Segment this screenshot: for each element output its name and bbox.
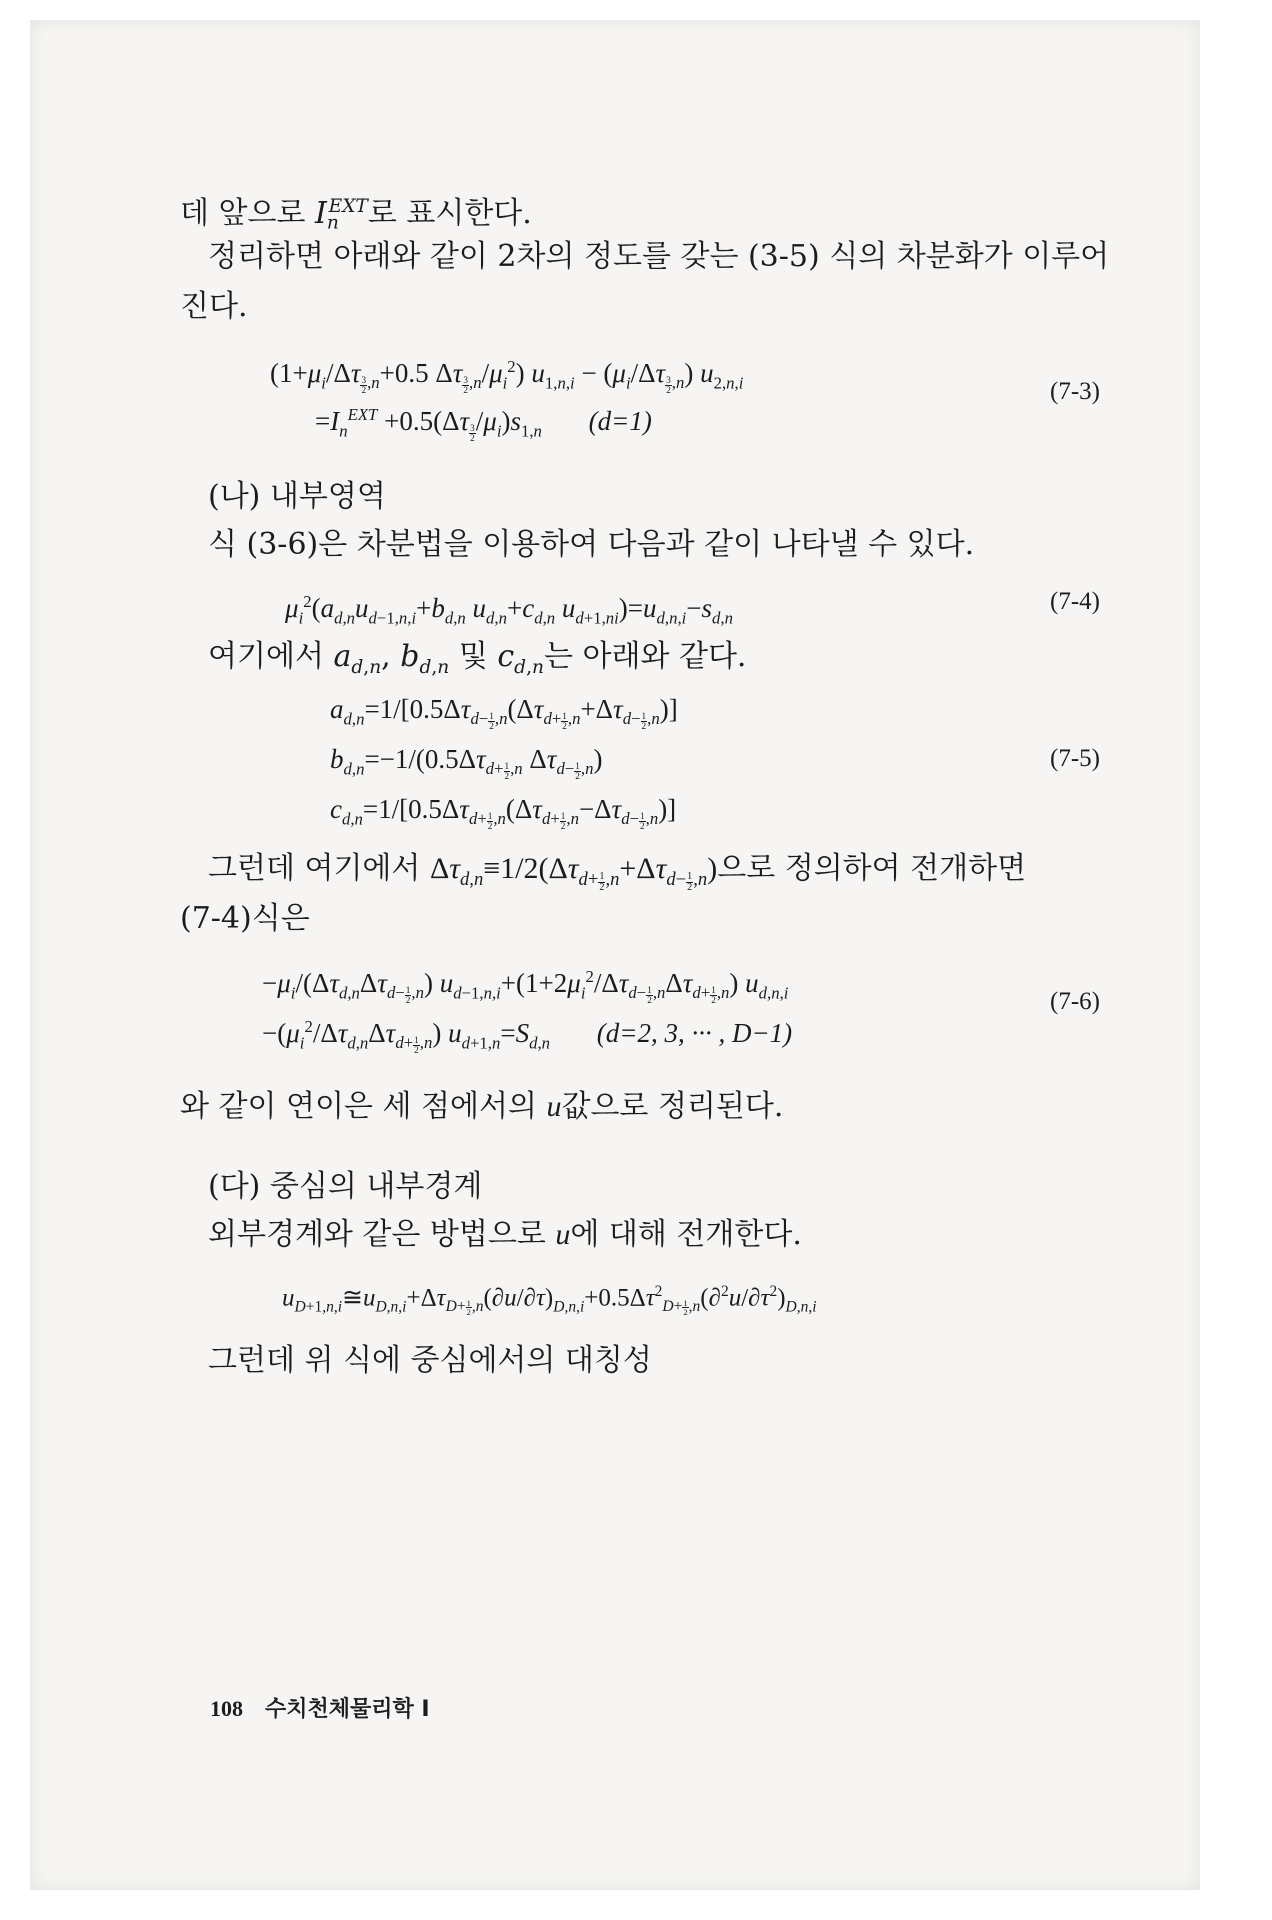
text-line-da: 외부경계와 같은 방법으로 u에 대해 전개한다. — [208, 1217, 802, 1252]
text-line-but: 그런데 여기에서 $\Delta\tau_{d,n}\equiv 1/2(\Delta\tau_{d+ \frac{1}{2} ,n}+\Delta\tau_{d- \frac{1}{2} ,n})$으로 정의하여 전개하면 — [208, 851, 1027, 893]
equation-7-5-line-2: $b_{d,n}=-1/(0.5\Delta\tau_{d+ \frac{1}{2} ,n}$ $\Delta\tau_{d- \frac{1}{2} ,n}$) — [330, 744, 603, 781]
text-line-74: (7-4)식은 — [180, 901, 310, 936]
equation-7-3-line-1: ($1+\mu_i/\Delta\tau$ $_{\frac{3}{2} ,n}$+0.5 Δτ $_{\frac{3}{2} ,n}/\mu_i^2$) $u_{1,n,i} - (\mu_i/\Delta\tau$ $_{\frac{3}{2} ,n}$) $u_{2,n,i}$ — [270, 357, 744, 395]
section-heading-na: (나) 내부영역 — [208, 479, 386, 514]
text-line-here: 여기에서 $a_{d,n}$, $b_{d,n}$ 및 $c_{d,n}$는 아래와 같다. — [208, 639, 747, 678]
book-title: 수치천체물리학 Ⅰ — [265, 1697, 430, 1722]
section-heading-da: (다) 중심의 내부경계 — [208, 1169, 483, 1204]
text-line-conn: 와 같이 연이은 세 점에서의 u값으로 정리된다. — [180, 1089, 784, 1124]
equation-7-6-line-1: $-\mu_i/(\Delta\tau_{d,n}\Delta\tau_{d- \frac{1}{2} ,n})$ $u_{d-1,n,i}+(1+2\mu_i^2/\Delta\tau_{d- \frac{1}{2} ,n}\Delta\tau_{d+ \frac{1}{2} ,n})$ $u_{d,n,i}$ — [262, 967, 789, 1005]
equation-7-6-line-2: $-(\mu_i^2/\Delta\tau_{d,n}\Delta\tau_{d+ \frac{1}{2} ,n})$ $u_{d+1,n}=S_{d,n}$ (d=2, 3, ··· , D−1) — [262, 1017, 793, 1055]
text-line-last: 그런데 위 식에 중심에서의 대칭성 — [208, 1343, 652, 1378]
equation-number-7-5: (7-5) — [1050, 745, 1100, 772]
equation-7-4: $\mu_i^2(a_{d,n}u_{d-1,n,i}+b_{d,n}$ $u_{d,n}+c_{d,n}$ $u_{d+1,ni})=u_{d,n,i}-s_{d,n}$ — [285, 592, 733, 628]
text-line-3: 진다. — [180, 289, 248, 324]
page — [30, 20, 1200, 1890]
page-number: 108 — [210, 1696, 243, 1721]
text-line-na: 식 (3-6)은 차분법을 이용하여 다음과 같이 나타낼 수 있다. — [208, 527, 975, 562]
equation-7-5-line-3: $c_{d,n}=1/[0.5\Delta\tau_{d+ \frac{1}{2} ,n}(\Delta\tau_{d+ \frac{1}{2} ,n}-\Delta\tau_{d- \frac{1}{2} ,n})]$ — [330, 794, 677, 831]
equation-7-3-line-2: $=I_n^{EXT} +0.5(\Delta\tau$ $_{\frac{3}{2}}$ $/\mu_i)s_{1,n}$ (d=1) — [315, 405, 652, 443]
equation-number-7-4: (7-4) — [1050, 588, 1100, 615]
text-line-1: 데 앞으로 $I_n^{EXT}$로 표시한다. — [180, 196, 532, 234]
equation-number-7-6: (7-6) — [1050, 988, 1100, 1015]
equation-number-7-3: (7-3) — [1050, 378, 1100, 405]
page-footer — [210, 1692, 430, 1723]
equation-expansion: $u_{D+1,n,i}≅u_{D,n,i}+\Delta\tau_{D+ \frac{1}{2} ,n}(\partial u/\partial\tau)_{D,n,i}+0.5\Delta\tau^2_{D+ \frac{1}{2} ,n}(\partial^2u/\partial\tau^2)_{D,n,i}$ — [282, 1283, 817, 1318]
text-line-2: 정리하면 아래와 같이 2차의 정도를 갖는 (3-5) 식의 차분화가 이루어 — [208, 239, 1110, 274]
equation-7-5-line-1: $a_{d,n}=1/[0.5\Delta\tau_{d- \frac{1}{2} ,n}(\Delta\tau_{d+ \frac{1}{2} ,n}+\Delta\tau_{d- \frac{1}{2} ,n})]$ — [330, 694, 678, 731]
